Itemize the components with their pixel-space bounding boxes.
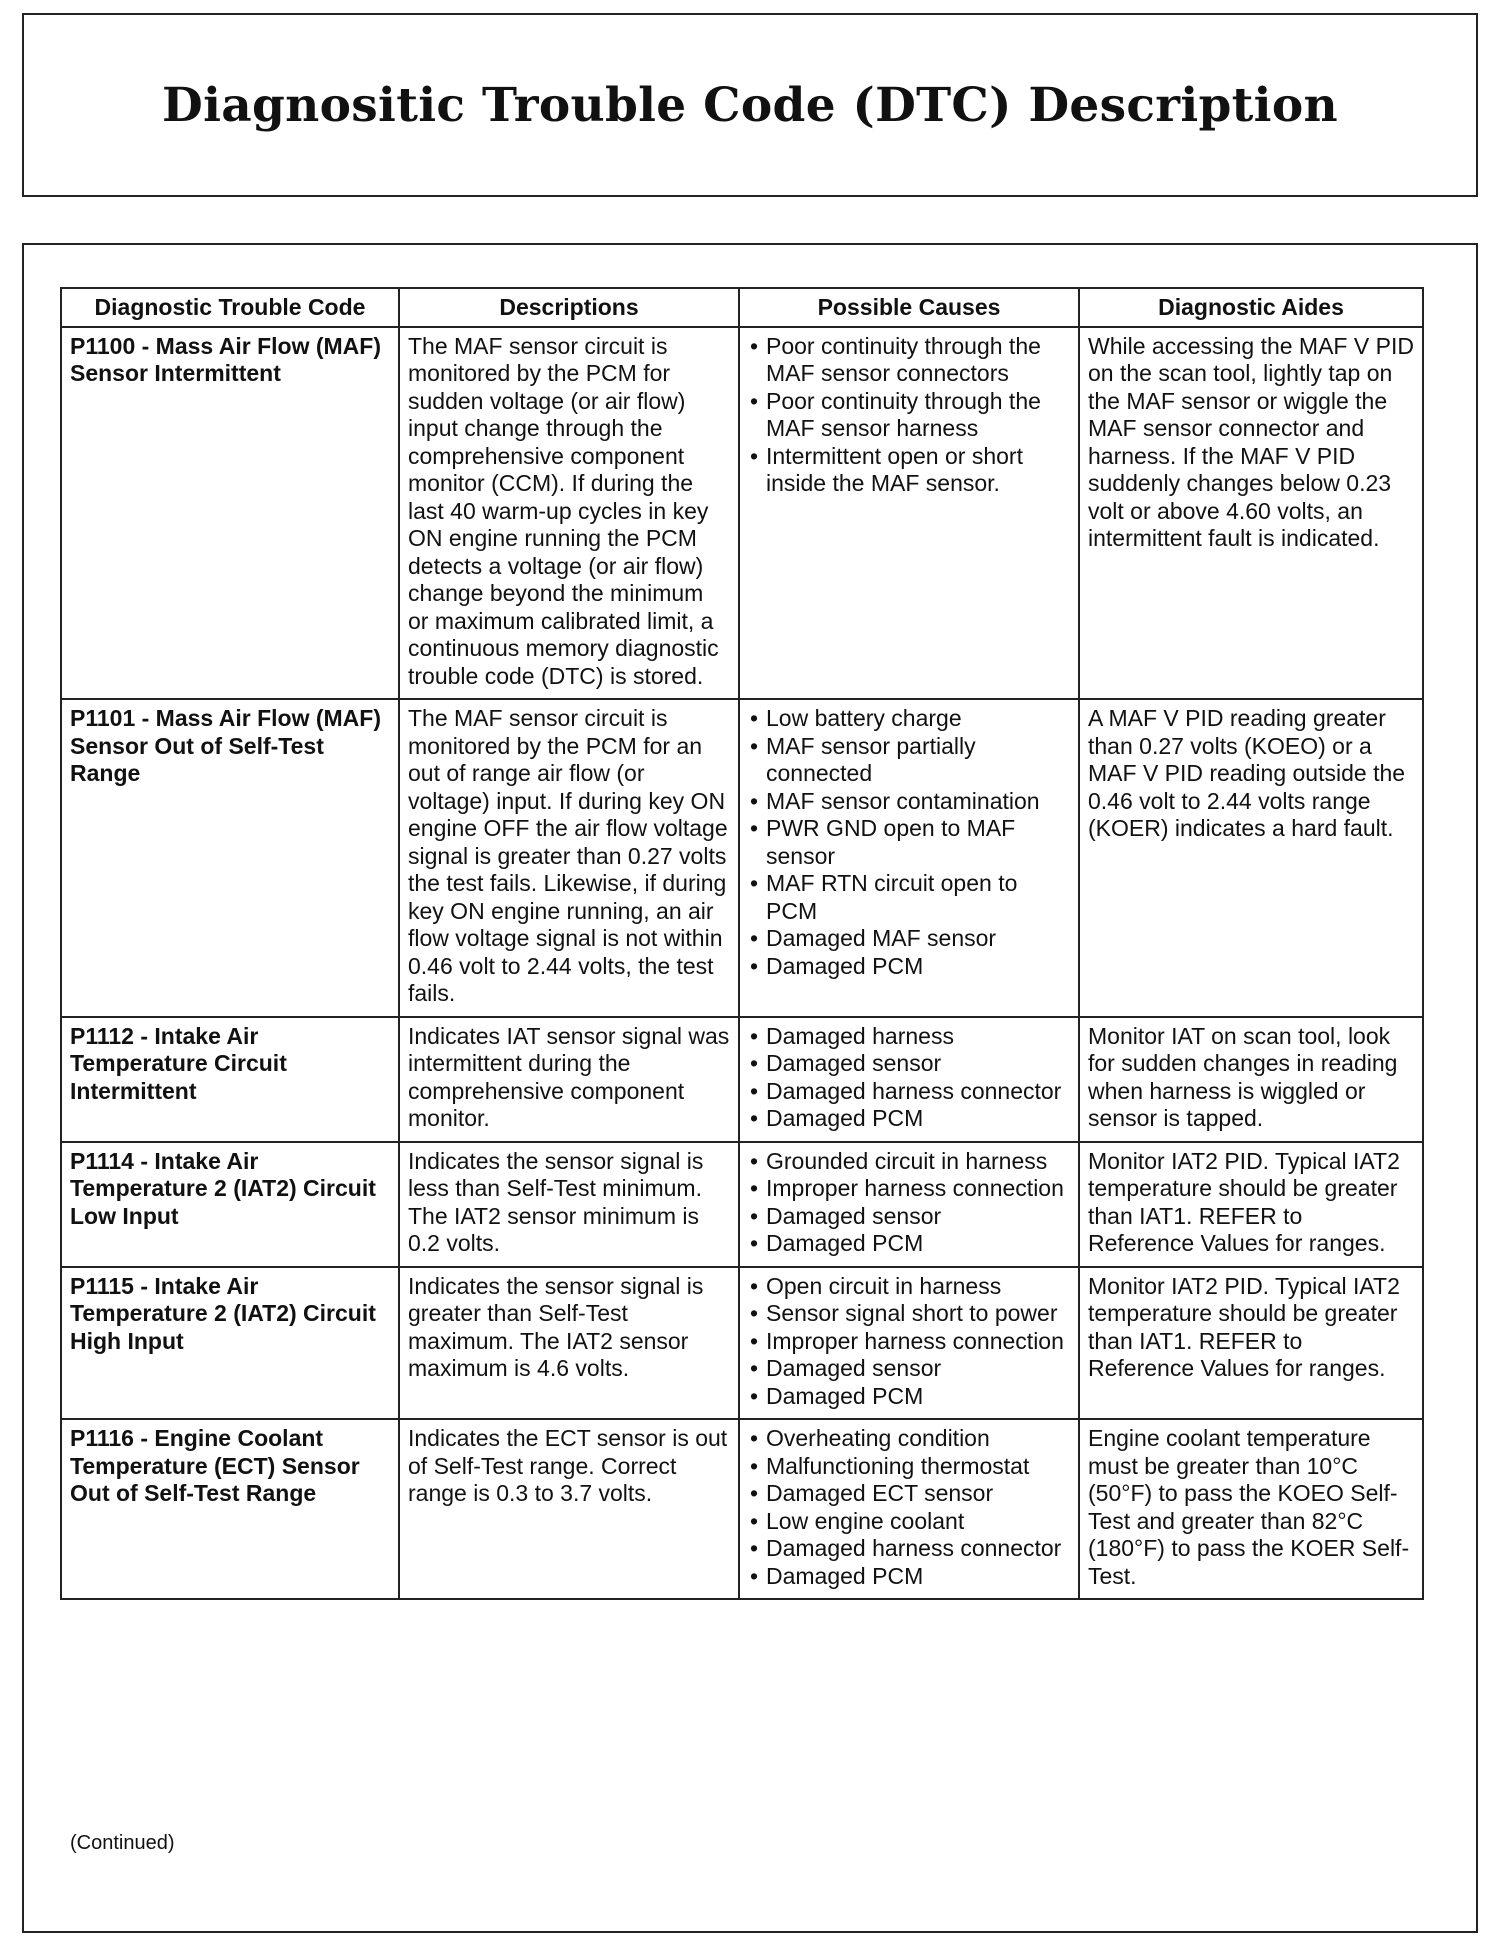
cause-item: • Damaged harness xyxy=(748,1023,1070,1051)
cause-item: • Intermittent open or short inside the MAF sensor. xyxy=(748,443,1070,498)
cause-item: • Damaged sensor xyxy=(748,1203,1070,1231)
dtc-code-cell: P1116 - Engine Coolant Temperature (ECT) Sensor Out of Self-Test Range xyxy=(61,1419,399,1599)
causes-list xyxy=(748,1148,1070,1258)
cause-item: • Damaged PCM xyxy=(748,1105,1070,1133)
cause-item: • Poor continuity through the MAF sensor connectors xyxy=(748,333,1070,388)
diagnostic-aides-cell: Monitor IAT on scan tool, look for sudden changes in reading when harness is wiggled or sensor is tapped. xyxy=(1079,1017,1423,1142)
table-row xyxy=(61,1017,1423,1142)
dtc-code-cell: P1115 - Intake Air Temperature 2 (IAT2) Circuit High Input xyxy=(61,1267,399,1420)
cause-item: • Overheating condition xyxy=(748,1425,1070,1453)
cause-item: • Damaged MAF sensor xyxy=(748,925,1070,953)
diagnostic-aides-cell: Monitor IAT2 PID. Typical IAT2 temperature should be greater than IAT1. REFER to Reference Values for ranges. xyxy=(1079,1267,1423,1420)
cause-item: • Damaged ECT sensor xyxy=(748,1480,1070,1508)
cause-item: • PWR GND open to MAF sensor xyxy=(748,815,1070,870)
cause-item: • Sensor signal short to power xyxy=(748,1300,1070,1328)
column-header-possible-causes: Possible Causes xyxy=(739,288,1079,327)
causes-list xyxy=(748,1273,1070,1411)
causes-list xyxy=(748,705,1070,980)
description-cell: Indicates IAT sensor signal was intermittent during the comprehensive component monitor. xyxy=(399,1017,739,1142)
possible-causes-cell xyxy=(739,327,1079,700)
cause-item: • MAF sensor contamination xyxy=(748,788,1070,816)
cause-item: • Malfunctioning thermostat xyxy=(748,1453,1070,1481)
cause-item: • Low engine coolant xyxy=(748,1508,1070,1536)
description-cell: Indicates the sensor signal is less than Self-Test minimum. The IAT2 sensor minimum is 0.2 volts. xyxy=(399,1142,739,1267)
cause-item: • Open circuit in harness xyxy=(748,1273,1070,1301)
continued-note: (Continued) xyxy=(70,1832,175,1854)
diagnostic-aides-cell: Monitor IAT2 PID. Typical IAT2 temperature should be greater than IAT1. REFER to Reference Values for ranges. xyxy=(1079,1142,1423,1267)
cause-item: • Improper harness connection xyxy=(748,1175,1070,1203)
table-row xyxy=(61,327,1423,700)
description-cell: The MAF sensor circuit is monitored by the PCM for an out of range air flow (or voltage) input. If during key ON engine OFF the air flow voltage signal is greater than 0.27 volts the test fails. Likewise, if during key ON engine running, an air flow voltage signal is not within 0.46 volt to 2.44 volts, the test fails. xyxy=(399,699,739,1017)
cause-item: • Damaged sensor xyxy=(748,1050,1070,1078)
column-header-code: Diagnostic Trouble Code xyxy=(61,288,399,327)
cause-item: • MAF RTN circuit open to PCM xyxy=(748,870,1070,925)
table-header-row xyxy=(61,288,1423,327)
table-row xyxy=(61,1142,1423,1267)
possible-causes-cell xyxy=(739,1267,1079,1420)
cause-item: • Damaged PCM xyxy=(748,1563,1070,1591)
page-title: Diagnositic Trouble Code (DTC) Description xyxy=(162,77,1338,133)
cause-item: • Grounded circuit in harness xyxy=(748,1148,1070,1176)
cause-item: • Damaged PCM xyxy=(748,953,1070,981)
description-cell: Indicates the sensor signal is greater than Self-Test maximum. The IAT2 sensor maximum is 4.6 volts. xyxy=(399,1267,739,1420)
column-header-diagnostic-aides: Diagnostic Aides xyxy=(1079,288,1423,327)
cause-item: • Poor continuity through the MAF sensor harness xyxy=(748,388,1070,443)
possible-causes-cell xyxy=(739,1419,1079,1599)
cause-item: • MAF sensor partially connected xyxy=(748,733,1070,788)
dtc-code-cell: P1112 - Intake Air Temperature Circuit Intermittent xyxy=(61,1017,399,1142)
causes-list xyxy=(748,1023,1070,1133)
cause-item: • Low battery charge xyxy=(748,705,1070,733)
possible-causes-cell xyxy=(739,699,1079,1017)
cause-item: • Damaged sensor xyxy=(748,1355,1070,1383)
dtc-code-cell: P1101 - Mass Air Flow (MAF) Sensor Out of Self-Test Range xyxy=(61,699,399,1017)
cause-item: • Damaged PCM xyxy=(748,1230,1070,1258)
cause-item: • Damaged harness connector xyxy=(748,1535,1070,1563)
diagnostic-aides-cell: Engine coolant temperature must be greater than 10°C (50°F) to pass the KOEO Self-Test and greater than 82°C (180°F) to pass the KOER Self-Test. xyxy=(1079,1419,1423,1599)
dtc-code-cell: P1114 - Intake Air Temperature 2 (IAT2) Circuit Low Input xyxy=(61,1142,399,1267)
table-row xyxy=(61,1419,1423,1599)
column-header-descriptions: Descriptions xyxy=(399,288,739,327)
description-cell: Indicates the ECT sensor is out of Self-Test range. Correct range is 0.3 to 3.7 volts. xyxy=(399,1419,739,1599)
diagnostic-aides-cell: While accessing the MAF V PID on the scan tool, lightly tap on the MAF sensor or wiggle the MAF sensor connector and harness. If the MAF V PID suddenly changes below 0.23 volt or above 4.60 volts, an intermittent fault is indicated. xyxy=(1079,327,1423,700)
causes-list xyxy=(748,1425,1070,1590)
dtc-table xyxy=(60,287,1424,1600)
diagnostic-aides-cell: A MAF V PID reading greater than 0.27 volts (KOEO) or a MAF V PID reading outside the 0.46 volt to 2.44 volts range (KOER) indicates a hard fault. xyxy=(1079,699,1423,1017)
cause-item: • Damaged harness connector xyxy=(748,1078,1070,1106)
cause-item: • Damaged PCM xyxy=(748,1383,1070,1411)
description-cell: The MAF sensor circuit is monitored by the PCM for sudden voltage (or air flow) input change through the comprehensive component monitor (CCM). If during the last 40 warm-up cycles in key ON engine running the PCM detects a voltage (or air flow) change beyond the minimum or maximum calibrated limit, a continuous memory diagnostic trouble code (DTC) is stored. xyxy=(399,327,739,700)
cause-item: • Improper harness connection xyxy=(748,1328,1070,1356)
table-row xyxy=(61,699,1423,1017)
table-row xyxy=(61,1267,1423,1420)
causes-list xyxy=(748,333,1070,498)
possible-causes-cell xyxy=(739,1142,1079,1267)
possible-causes-cell xyxy=(739,1017,1079,1142)
dtc-code-cell: P1100 - Mass Air Flow (MAF) Sensor Intermittent xyxy=(61,327,399,700)
title-box xyxy=(22,13,1478,197)
